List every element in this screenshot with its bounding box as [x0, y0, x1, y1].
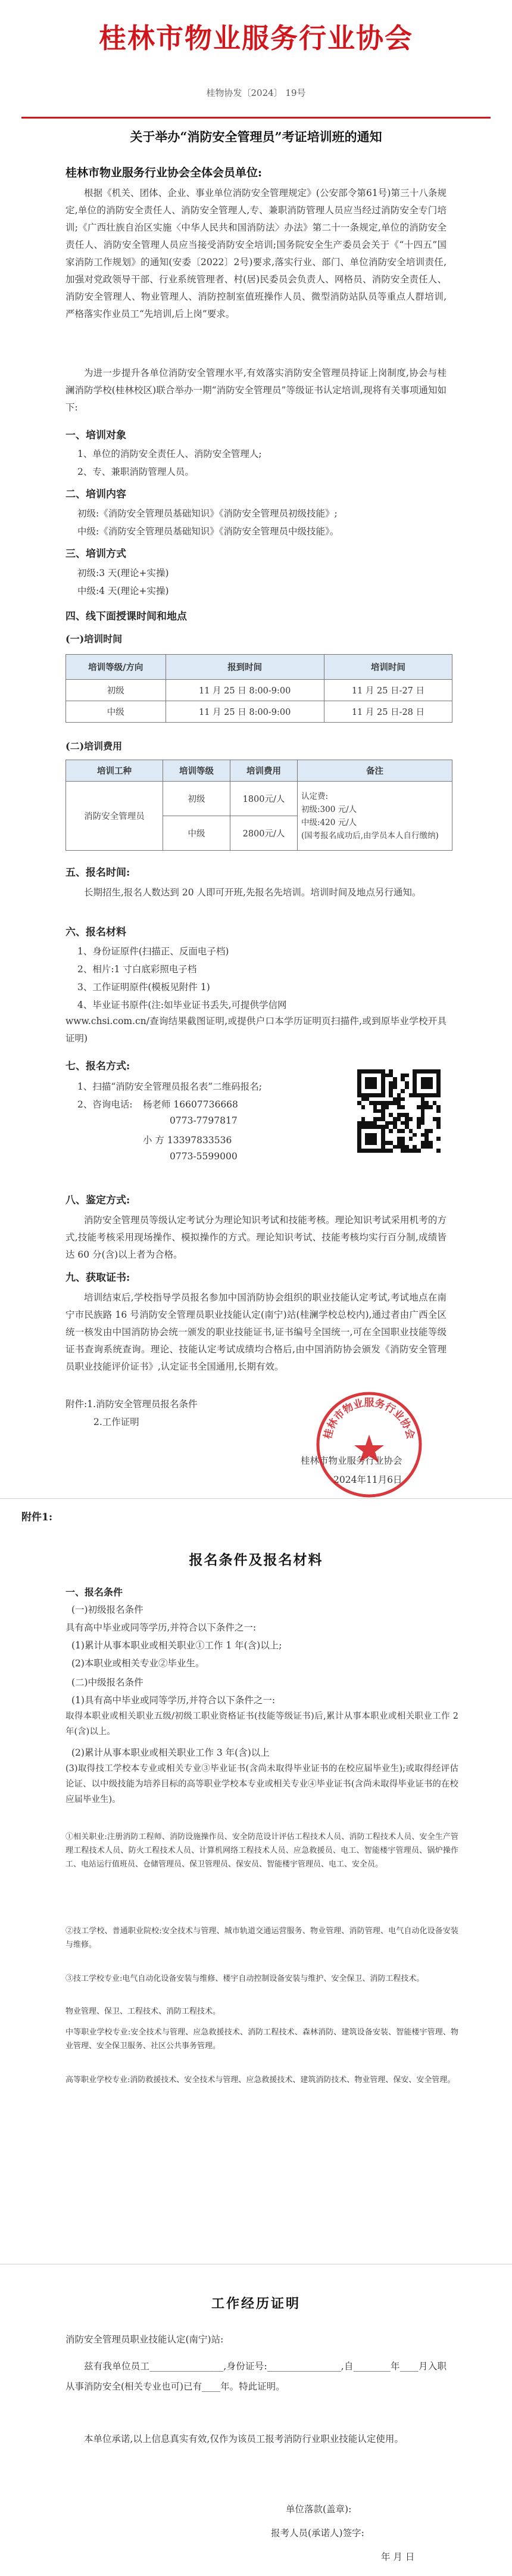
annex-subheading: (二)中级报名条件: [71, 1677, 143, 1688]
target-item: 2、专、兼职消防管理人员。: [77, 466, 194, 477]
content-item: 初级:《消防安全管理员基础知识》《消防安全管理员初级技能》;: [77, 508, 338, 519]
annex-note: 高等职业学校专业:消防救援技术、安全技术与管理、应急救援技术、建筑消防技术、物业管理、保安、安全管理。: [65, 2076, 455, 2085]
material-item: 3、工作证明原件(模板见附件 1): [77, 982, 210, 993]
work-proof-commitment: 本单位承诺,以上信息真实有效,仅作为该员工报考消防行业职业技能认定使用。: [84, 2434, 404, 2444]
annex-subheading: (一)初级报名条件: [71, 1604, 143, 1615]
contact-line: 0773-5599000: [170, 1151, 238, 1162]
table-header: 培训费用: [230, 760, 298, 782]
signature-date: 2024年11月6日: [333, 1474, 402, 1485]
document-number: 桂物协发〔2024〕 19号: [206, 88, 306, 98]
subheading-training-fee: (二)培训费用: [65, 741, 123, 752]
method-item: 中级:4 天(理论+实操): [77, 586, 169, 596]
annex-item: (1)具有高中毕业或同等学历,并符合以下条件之一:: [71, 1695, 276, 1706]
table-cell-note: 认定费: 初级:300 元/人 中级:420 元/人 (国考报名成功后,由学员本人自行缴纳): [298, 782, 452, 851]
table-row: [66, 701, 452, 723]
intro-paragraph-1: 根据《机关、团体、企业、事业单位消防安全管理规定》(公安部令第61号)第三十八条规定,单位的消防安全责任人、消防安全管理人,专、兼职消防管理人员应当经过消防安全专门培训;《广西壮族自治区实施〈中华人民共和国消防法〉办法》第二十一条规定,单位的消防安全责任人、消防安全管理人员应当接受消防安全培训;国务院安全生产委员会关于《“十四五”国家消防工作规划》的通知(安委〔2022〕2号)要求,落实行业、部门、单位消防安全培训责任,加强对党政领导干部、行业系统管理者、村(居)民委员会负责人、网格员、消防安全责任人、消防安全管理人、物业管理人、消防控制室值班操作人员、微型消防站队员等重点人群培训,严格落实作业员工“先培训,后上岗”要求。: [65, 188, 447, 319]
work-proof-body: 兹有我单位员工________________,身份证号:________________,自________年____月入职从事消防安全(相关专业也可)已有____年。特此证明。: [65, 2361, 447, 2392]
intro-paragraph-2: 为进一步提升各单位消防安全管理水平,有效落实消防安全管理员持证上岗制度,协会与桂澜消防学校(桂林校区)联合举办一期“消防安全管理员”等级证书认定培训,现将有关事项通知如下:: [65, 368, 447, 413]
section-heading-certificate: 九、获取证书:: [65, 1272, 130, 1284]
table-row: [66, 680, 452, 701]
target-item: 1、单位的消防安全责任人、消防安全管理人;: [77, 449, 262, 459]
work-proof-unit: 单位落款(盖章):: [286, 2504, 352, 2515]
table-header: 报到时间: [166, 655, 324, 680]
table-row: [66, 782, 452, 816]
table-cell: 初级: [163, 782, 230, 816]
section-heading-signup-time: 五、报名时间:: [65, 867, 130, 879]
attachment-line: 2.工作证明: [93, 1417, 139, 1427]
table-header: 培训等级/方向: [66, 655, 166, 680]
work-proof-signer: 报考人员(承诺人)签字:: [271, 2528, 364, 2538]
contact-line: 小 方 13397833536: [143, 1135, 232, 1146]
signup-time-text: 长期招生,报名人数达到 20 人即可开班,先报名先培训。培训时间及地点另行通知。: [84, 887, 422, 898]
attachment-line: 附件:1.消防安全管理员报名条件: [65, 1399, 198, 1410]
signature-org: 桂林市物业服务行业协会: [301, 1455, 402, 1466]
section-heading-content: 二、培训内容: [65, 489, 126, 500]
signup-scan-text: 1、扫描“消防安全管理员报名表”二维码报名;: [77, 1081, 262, 1092]
certificate-text: 培训结束后,学校指导学员报名参加中国消防协会组织的职业技能认定考试,考试地点在南宁市民族路 16 号消防安全管理员职业技能认定(南宁)站(桂澜学校总校内),通过者由广西全区统一核发由中国消防协会统一颁发的职业技能证书,证书编号全国统一,可在全国职业技能等级证书查询系统查询。理论、技能认定考试成绩均合格后,由中国消防协会颁发《消防安全管理员职业技能评价证书》,认定证书全国通用,长期有效。: [65, 1292, 447, 1372]
annex-text: 具有高中毕业或同等学历,并符合以下条件之一:: [65, 1622, 257, 1633]
annex-item: (2)本职业或相关专业②毕业生。: [71, 1658, 205, 1669]
annex-item: (3)取得技工学校本专业或相关专业③毕业证书(含尚未取得毕业证书的在校应届毕业生);或取得经评估论证、以中级技能为培养目标的高等职业学校本专业或相关专业④毕业证书(含尚未取得毕业证书的在校应届毕业生)。: [65, 1764, 458, 1805]
section-heading-method: 三、培训方式: [65, 548, 126, 560]
section-heading-materials: 六、报名材料: [65, 926, 126, 938]
table-header: 培训工种: [66, 760, 163, 782]
table-cell: 1800元/人: [230, 782, 298, 816]
addressee: 桂林市物业服务行业协会全体会员单位:: [65, 166, 263, 179]
section-heading-signup-method: 七、报名方式:: [65, 1060, 130, 1072]
annex-note: 物业管理、保卫、工程技术、消防工程技术。: [65, 2007, 221, 2016]
table-cell: 中级: [163, 816, 230, 851]
contact-line: 0773-7797817: [170, 1115, 238, 1126]
training-fee-table: [65, 760, 452, 851]
table-header: 培训时间: [324, 655, 452, 680]
annex-item: 取得本职业或相关职业五级/初级工职业资格证书(技能等级证书)后,累计从事本职业或相关职业工作 2 年(含)以上。: [65, 1712, 458, 1737]
work-proof-title: 工作经历证明: [211, 2296, 301, 2311]
assessment-text: 消防安全管理员等级认定考试分为理论知识考试和技能考核。理论知识考试采用机考的方式,技能考核采用现场操作、模拟操作的方式。理论知识考试、技能考核均实行百分制,成绩皆达 60 分(含)以上者为合格。: [65, 1215, 447, 1260]
table-cell: 11 月 25 日 8:00-9:00: [166, 701, 324, 723]
section-divider: [0, 1498, 512, 1499]
section-heading-assessment: 八、鉴定方式:: [65, 1194, 130, 1206]
table-cell: 中级: [66, 701, 166, 723]
annex-note: ②技工学校、普通职业院校:安全技术与管理、城市轨道交通运营服务、物业管理、消防管理、电气自动化设备安装与维修。: [65, 1927, 458, 1949]
section-heading-targets: 一、培训对象: [65, 430, 126, 441]
material-item: 4、毕业证书原件(注:如毕业证书丢失,可提供学信网: [77, 1000, 287, 1010]
annex-heading: 一、报名条件: [65, 1586, 123, 1598]
subheading-training-time: (一)培训时间: [65, 633, 123, 645]
annex-item: (2)累计从事本职业或相关职业工作 3 年(含)以上: [71, 1747, 270, 1758]
material-item: www.chsi.com.cn/查询结果截图证明,或提供户口本学历证明页扫描件,或到原毕业学校开具证明): [65, 1016, 447, 1044]
annex-item: (1)累计从事本职业或相关职业①工作 1 年(含)以上;: [71, 1640, 282, 1651]
material-item: 1、身份证原件(扫描正、反面电子档): [77, 946, 229, 957]
table-header: 备注: [298, 760, 452, 782]
annex-note: 中等职业学校专业:安全技术与管理、应急救援技术、消防工程技术、森林消防、建筑设备安装、智能楼宇管理、物业管理、安全保卫服务、社区公共事务管理。: [65, 2028, 458, 2051]
work-proof-addressee: 消防安全管理员职业技能认定(南宁)站:: [65, 2334, 224, 2345]
material-item: 2、相片:1 寸白底彩照电子档: [77, 964, 197, 975]
table-cell: 11 月 25 日-28 日: [324, 701, 452, 723]
org-header-title: 桂林市物业服务行业协会: [99, 22, 413, 54]
official-seal: [313, 1388, 426, 1501]
contact-label: 2、咨询电话:: [77, 1099, 133, 1110]
table-cell: 11 月 25 日 8:00-9:00: [166, 680, 324, 701]
annex-title: 报名条件及报名材料: [189, 1552, 323, 1568]
table-cell: 初级: [66, 680, 166, 701]
content-item: 中级:《消防安全管理员基础知识》《消防安全管理员中级技能》。: [77, 526, 339, 537]
annex-note: ③技工学校专业:电气自动化设备安装与维修、楼宇自动控制设备安装与维护、安全保卫、消防工程技术。: [65, 1974, 424, 1983]
contact-line: 杨老师 16607736668: [143, 1099, 238, 1110]
annex-label: 附件1:: [21, 1511, 53, 1523]
notice-title: 关于举办“消防安全管理员”考证培训班的通知: [130, 129, 382, 144]
table-header: 培训等级: [163, 760, 230, 782]
seal-text: 桂林市物业服务行业协会: [321, 1397, 417, 1441]
table-cell: 2800元/人: [230, 816, 298, 851]
section-heading-schedule: 四、线下面授课时间和地点: [65, 611, 187, 623]
method-item: 初级:3 天(理论+实操): [77, 568, 169, 578]
table-cell: 11 月 25 日-27 日: [324, 680, 452, 701]
svg-text:桂林市物业服务行业协会: [321, 1397, 417, 1441]
annex-note: ①相关职业:注册消防工程师、消防设施操作员、安全防范设计评估工程技术人员、消防工程技术人员、安全生产管理工程技术人员、防火工程技术人员、计算机网络工程技术人员、应急救援员、电工、智能楼宇管理员、锅炉操作工、电站运行值班员、仓储管理员、保卫管理员、保安员、智能楼宇管理员、电工、安全员。: [65, 1833, 458, 1869]
signup-qr-code[interactable]: [357, 1069, 441, 1153]
training-time-table: [65, 654, 452, 723]
work-proof-date: 年 月 日: [381, 2552, 415, 2562]
table-cell-job: 消防安全管理员: [66, 782, 163, 851]
header-divider: [21, 117, 491, 119]
